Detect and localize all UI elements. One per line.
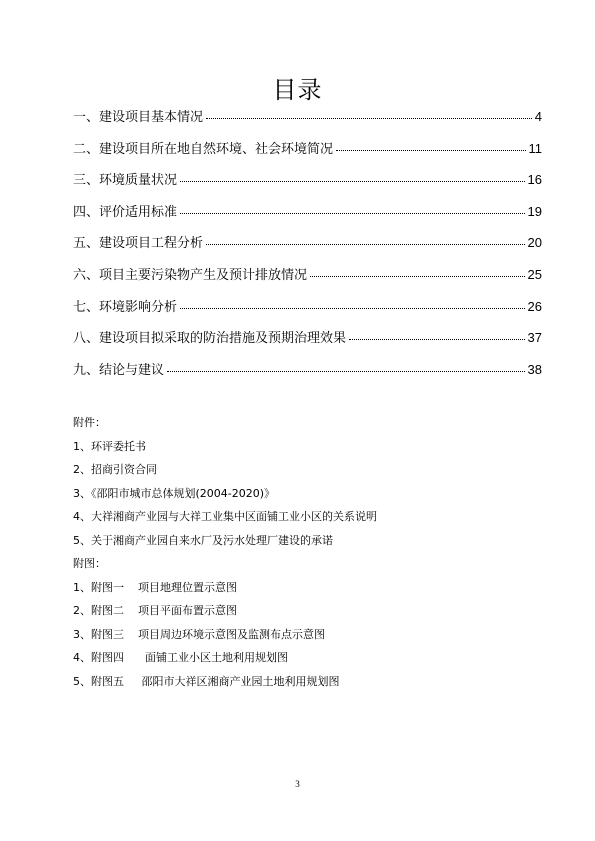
figure-item: 5、附图五 邵阳市大祥区湘商产业园土地利用规划图	[73, 674, 340, 688]
attachment-item: 2、招商引资合同	[73, 463, 157, 476]
toc-entry[interactable]	[73, 296, 542, 328]
toc-entry-label: 一、建设项目基本情况	[73, 110, 204, 125]
page-number: 3	[295, 779, 300, 789]
toc-entry[interactable]	[73, 169, 542, 201]
toc-entry-page: 19	[527, 203, 542, 219]
toc-entry[interactable]	[73, 264, 542, 296]
toc-entry-label: 三、环境质量状况	[73, 173, 178, 189]
toc-entry-page: 16	[527, 172, 542, 188]
toc-entry-page: 38	[527, 361, 542, 377]
attachment-item: 3、《邵阳市城市总体规划(2004-2020)》	[73, 486, 276, 500]
toc-entry-page: 25	[527, 266, 542, 282]
toc-dot-leader	[349, 338, 525, 340]
toc-dot-leader	[180, 307, 525, 309]
figure-item: 4、附图四 面铺工业小区土地利用规划图	[73, 651, 288, 664]
table-of-contents	[73, 106, 542, 390]
figure-item: 2、附图二 项目平面布置示意图	[73, 604, 237, 617]
toc-entry-label: 二、建设项目所在地自然环境、社会环境简况	[73, 141, 334, 157]
toc-entry-label: 六、项目主要污染物产生及预计排放情况	[73, 267, 308, 283]
toc-entry-label: 五、建设项目工程分析	[73, 236, 204, 252]
toc-dot-leader	[336, 149, 525, 151]
figure-item: 1、附图一 项目地理位置示意图	[73, 580, 237, 594]
toc-entry[interactable]	[73, 138, 542, 170]
toc-dot-leader	[180, 180, 525, 182]
toc-entry-label: 九、结论与建议	[73, 362, 165, 378]
figures-heading: 附图：	[73, 557, 106, 570]
attachment-item: 4、大祥湘商产业园与大祥工业集中区面铺工业小区的关系说明	[73, 510, 377, 523]
toc-entry[interactable]	[73, 232, 542, 264]
toc-dot-leader	[206, 243, 525, 245]
toc-entry-page: 11	[528, 140, 542, 156]
toc-dot-leader	[167, 370, 525, 372]
toc-entry-label: 四、评价适用标准	[73, 204, 178, 220]
attachment-item: 1、环评委托书	[73, 439, 146, 453]
toc-entry-page: 4	[534, 109, 542, 124]
attachments-heading: 附件：	[73, 416, 106, 429]
figure-item: 3、附图三 项目周边环境示意图及监测布点示意图	[73, 627, 325, 641]
toc-entry-page: 37	[527, 330, 542, 346]
page-title: 目录	[272, 76, 323, 104]
toc-dot-leader	[180, 212, 525, 214]
appendix-list	[73, 414, 377, 696]
toc-dot-leader	[310, 275, 525, 277]
toc-entry[interactable]	[73, 106, 542, 138]
attachment-item: 5、关于湘商产业园自来水厂及污水处理厂建设的承诺	[73, 533, 333, 547]
toc-entry-label: 八、建设项目拟采取的防治措施及预期治理效果	[73, 331, 347, 347]
toc-entry[interactable]	[73, 327, 542, 359]
toc-entry[interactable]	[73, 359, 542, 391]
toc-entry-page: 20	[527, 235, 542, 251]
toc-entry-page: 26	[527, 298, 542, 314]
toc-entry-label: 七、环境影响分析	[73, 299, 178, 315]
toc-dot-leader	[206, 117, 532, 119]
toc-entry[interactable]	[73, 201, 542, 233]
